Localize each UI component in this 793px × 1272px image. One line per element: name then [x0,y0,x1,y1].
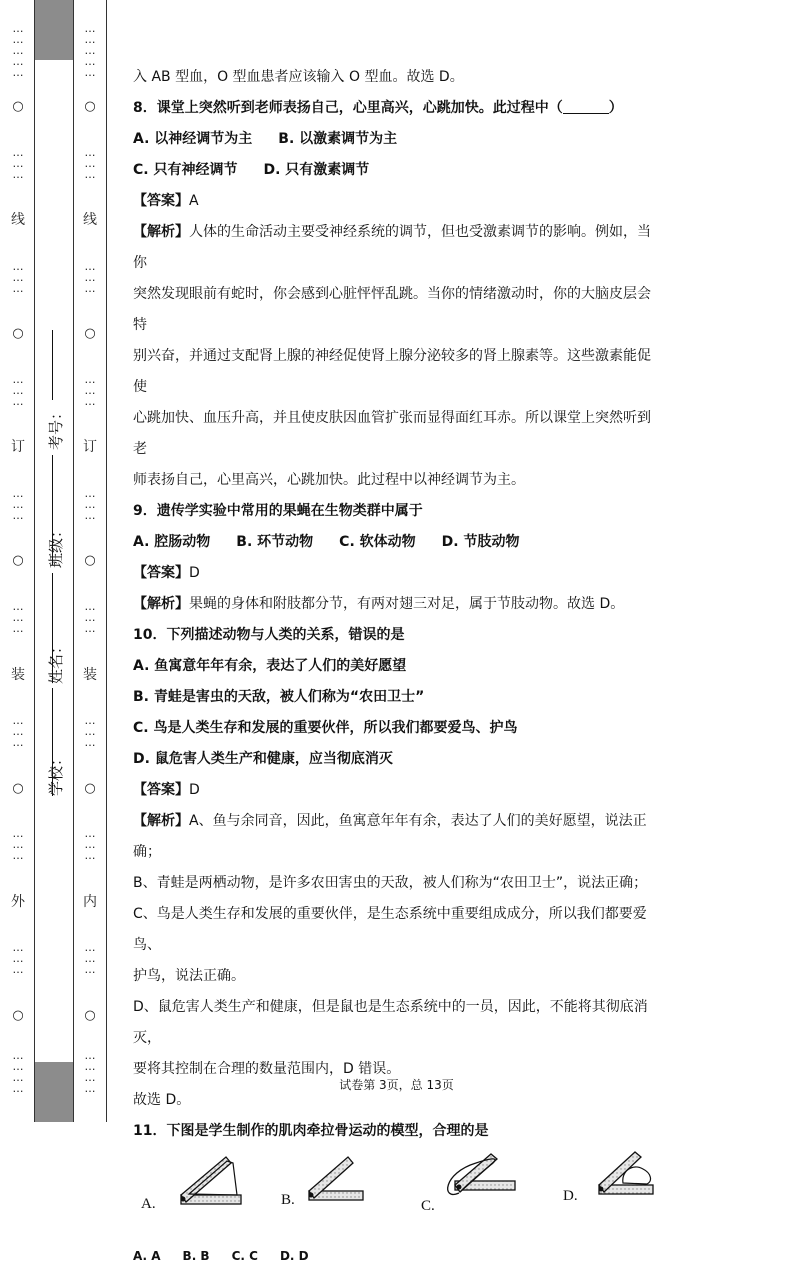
analysis-line: 要将其控制在合理的数量范围内，D 错误。 [133,1061,401,1077]
option-b: B. 环节动物 [236,534,314,550]
analysis-line: B、青蛙是两栖动物，是许多农田害虫的天敌，被人们称为“农田卫士”，说法正确； [133,875,648,891]
seal-mark: 订 [83,439,97,456]
inner-seal-line: … … … … … ○ … … … 线 … … … ○ … … … 订 … … … ○ … … … 装 … … … ○ … … … 内 … … … ○ … … … … [83,21,97,1095]
option-c: C. 只有神经调节 [133,162,238,178]
question-9-options-row [133,527,663,558]
question-10-analysis: 【解析】A、鱼与余同音，因此，鱼寓意年年有余，表达了人们的美好愿望，说法正确； [133,813,647,860]
option-c: C. 鸟是人类生存和发展的重要伙伴，所以我们都要爱鸟、护鸟 [133,720,518,736]
gutter-rule [106,0,107,1122]
question-11-stem: 11．下图是学生制作的肌肉牵拉骨运动的模型，合理的是 [133,1123,489,1139]
band-top-block [35,0,73,60]
circle-mark: ○ [84,99,96,115]
circle-mark: ○ [12,99,24,115]
exam-number-label: 考号： [47,404,65,450]
question-9-stem: 9．遗传学实验中常用的果蝇在生物类群中属于 [133,503,423,519]
question-9-analysis: 【解析】果蝇的身体和附肢都分节，有两对翅三对足，属于节肢动物。故选 D。 [133,596,625,612]
option-b: B. 以激素调节为主 [278,131,398,147]
circle-mark: ○ [84,553,96,569]
circle-mark: ○ [84,326,96,342]
question-8-analysis: 【解析】人体的生命活动主要受神经系统的调节，但也受激素调节的影响。例如，当你 [133,224,651,271]
seal-mark: 装 [83,666,97,683]
text-line: 入 AB 型血，O 型血患者应该输入 O 型血。故选 D。 [133,69,464,85]
page-footer: 试卷第 3页，总 13页 [339,1078,454,1092]
class-label: 班级： [47,522,65,568]
seal-mark: 线 [83,212,97,229]
seal-mark: 线 [11,212,25,229]
option-a: A. 腔肠动物 [133,534,211,550]
analysis-line: 护鸟，说法正确。 [133,968,245,984]
figure-a: A. [141,1151,251,1221]
muscle-model-c-icon [421,1151,551,1231]
question-8-answer: 【答案】A [133,193,199,209]
seal-mark: 外 [11,893,25,910]
option-d: D. 只有激素调节 [263,162,370,178]
figure-b: B. [281,1151,391,1221]
option-b: B. 青蛙是害虫的天敌，被人们称为“农田卫士” [133,689,425,705]
school-label: 学校： [47,750,65,796]
answer-blank [563,97,609,114]
question-10-answer: 【答案】D [133,782,200,798]
analysis-line: 别兴奋，并通过支配肾上腺的神经促使肾上腺分泌较多的肾上腺素等。这些激素能促使 [133,348,651,395]
circle-mark: ○ [84,1007,96,1023]
seal-mark: 装 [11,666,25,683]
question-10-stem: 10．下列描述动物与人类的关系，错误的是 [133,627,405,643]
figure-c: C. [421,1151,551,1231]
muscle-model-figures [133,1151,663,1251]
binding-gutter [0,0,108,1122]
analysis-line: 师表扬自己，心里高兴，心跳加快。此过程中以神经调节为主。 [133,472,525,488]
question-8-options-row [133,155,663,186]
circle-mark: ○ [84,780,96,796]
question-8-options-row [133,124,663,155]
outer-seal-line: … … … … … ○ … … … 线 … … … ○ … … … 订 … … … ○ … … … 装 … … … ○ … … … 外 … … … ○ … … … … [11,21,25,1095]
seal-mark: 内 [83,893,97,910]
analysis-line: 突然发现眼前有蛇时，你会感到心脏怦怦乱跳。当你的情绪激动时，你的大脑皮层会特 [133,286,651,333]
option-d: D. 鼠危害人类生产和健康，应当彻底消灭 [133,751,393,767]
circle-mark: ○ [12,553,24,569]
option-a: A. 以神经调节为主 [133,131,253,147]
option-c: C. C [231,1249,258,1263]
circle-mark: ○ [12,780,24,796]
circle-mark: ○ [12,326,24,342]
option-a: A. 鱼寓意年年有余，表达了人们的美好愿望 [133,658,407,674]
question-9-answer: 【答案】D [133,565,200,581]
figure-d: D. [563,1151,673,1221]
option-a: A. A [133,1249,161,1263]
analysis-line: 故选 D。 [133,1092,191,1108]
name-label: 姓名： [47,638,65,684]
field-line [52,330,53,400]
option-c: C. 软体动物 [339,534,416,550]
option-b: B. B [182,1249,210,1263]
question-8-stem: 8．课堂上突然听到老师表扬自己，心里高兴，心跳加快。此过程中（ ） [133,93,663,124]
seal-mark: 订 [11,439,25,456]
muscle-model-d-icon [563,1151,673,1221]
option-d: D. 节肢动物 [441,534,520,550]
muscle-model-b-icon [281,1151,391,1221]
muscle-model-a-icon [141,1151,251,1221]
analysis-line: 心跳加快、血压升高，并且使皮肤因血管扩张而显得面红耳赤。所以课堂上突然听到老 [133,410,651,457]
analysis-line: D、鼠危害人类生产和健康，但是鼠也是生态系统中的一员，因此，不能将其彻底消灭， [133,999,648,1046]
analysis-line: C、鸟是人类生存和发展的重要伙伴，是生态系统中重要组成成分，所以我们都要爱鸟、 [133,906,647,953]
circle-mark: ○ [12,1007,24,1023]
option-d: D. D [279,1249,309,1263]
